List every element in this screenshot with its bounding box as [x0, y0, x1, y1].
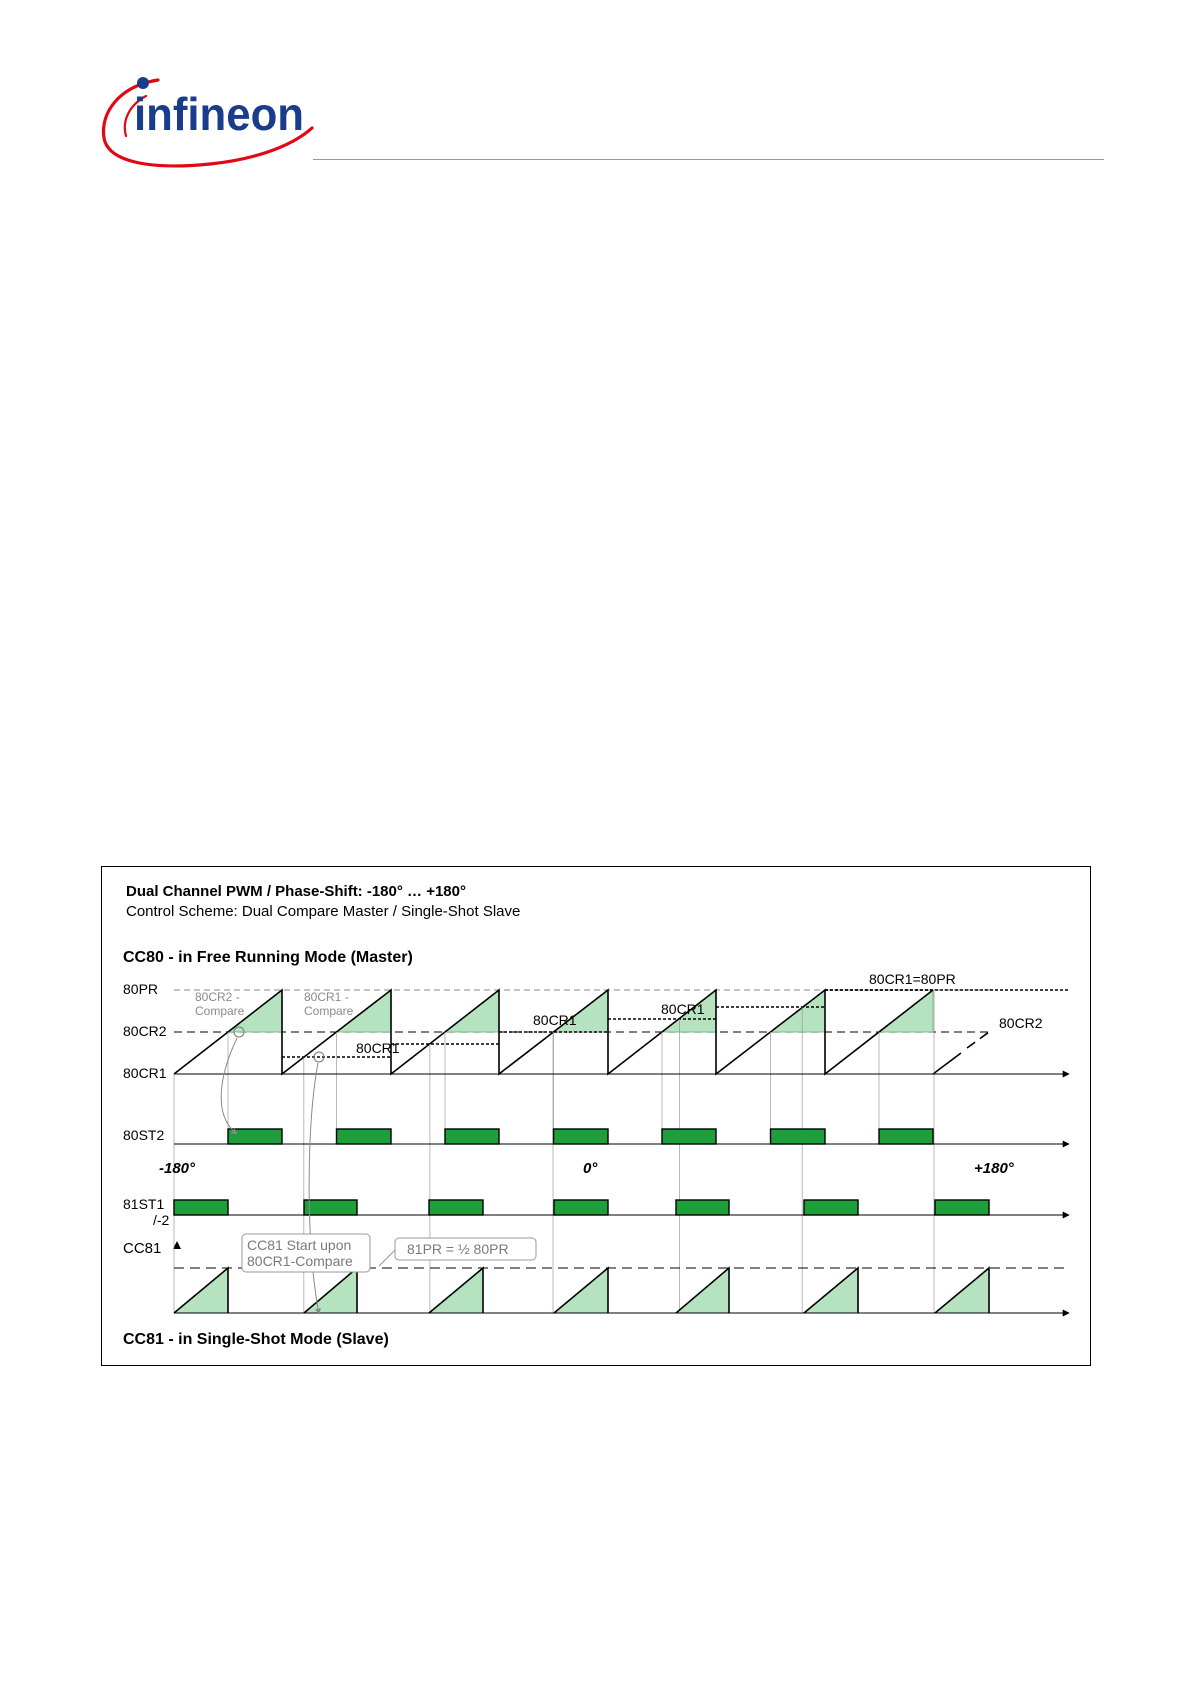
label-cc81: CC81 — [123, 1240, 162, 1257]
st2-pulse — [554, 1129, 609, 1144]
st2-pulse — [228, 1129, 282, 1144]
cr1-equals-pr-label: 80CR1=80PR — [869, 971, 956, 987]
st2-pulse — [337, 1129, 392, 1144]
cr2-compare-label-2: Compare — [195, 1004, 245, 1018]
label-80st2: 80ST2 — [123, 1127, 165, 1143]
st1-pulse — [304, 1200, 357, 1215]
figure-subtitle: Control Scheme: Dual Compare Master / Single-Shot Slave — [126, 903, 521, 920]
st1-pulse — [804, 1200, 858, 1215]
cr1-level-b-label: 80CR1 — [533, 1012, 577, 1028]
master-heading: CC80 - in Free Running Mode (Master) — [123, 949, 413, 966]
header-rule — [313, 159, 1104, 160]
slave-period-callout: 81PR = ½ 80PR — [407, 1241, 509, 1257]
cr2-right-label: 80CR2 — [999, 1015, 1043, 1031]
infineon-logo — [100, 66, 320, 176]
phase-start: -180° — [159, 1160, 196, 1177]
st1-pulse — [676, 1200, 729, 1215]
st2-pulse — [771, 1129, 826, 1144]
label-80cr2: 80CR2 — [123, 1023, 167, 1039]
cc81-start-callout-1: CC81 Start upon — [247, 1237, 352, 1253]
label-81st1: 81ST1 — [123, 1196, 165, 1212]
st1-pulse — [554, 1200, 608, 1215]
st1-pulse — [935, 1200, 989, 1215]
st2-pulse — [879, 1129, 933, 1144]
cc81-start-callout-2: 80CR1-Compare — [247, 1253, 353, 1269]
cr2-compare-label: 80CR2 - — [195, 990, 240, 1004]
label-80pr: 80PR — [123, 981, 159, 997]
phase-mid: 0° — [583, 1160, 598, 1177]
cr1-level-c-label: 80CR1 — [661, 1001, 705, 1017]
label-81st1-div: /-2 — [153, 1212, 170, 1228]
cr1-compare-label: 80CR1 - — [304, 990, 349, 1004]
logo-text: infineon — [134, 88, 304, 140]
cr1-level-a-label: 80CR1 — [356, 1040, 400, 1056]
st2-pulse — [662, 1129, 716, 1144]
st2-pulse — [445, 1129, 499, 1144]
figure-title: Dual Channel PWM / Phase-Shift: -180° … +180° — [126, 883, 466, 900]
st1-pulse — [429, 1200, 483, 1215]
label-80cr1: 80CR1 — [123, 1065, 167, 1081]
cr1-compare-label-2: Compare — [304, 1004, 354, 1018]
timing-diagram — [101, 866, 1091, 1366]
phase-end: +180° — [974, 1160, 1014, 1177]
st1-pulse — [174, 1200, 228, 1215]
slave-heading: CC81 - in Single-Shot Mode (Slave) — [123, 1331, 389, 1348]
